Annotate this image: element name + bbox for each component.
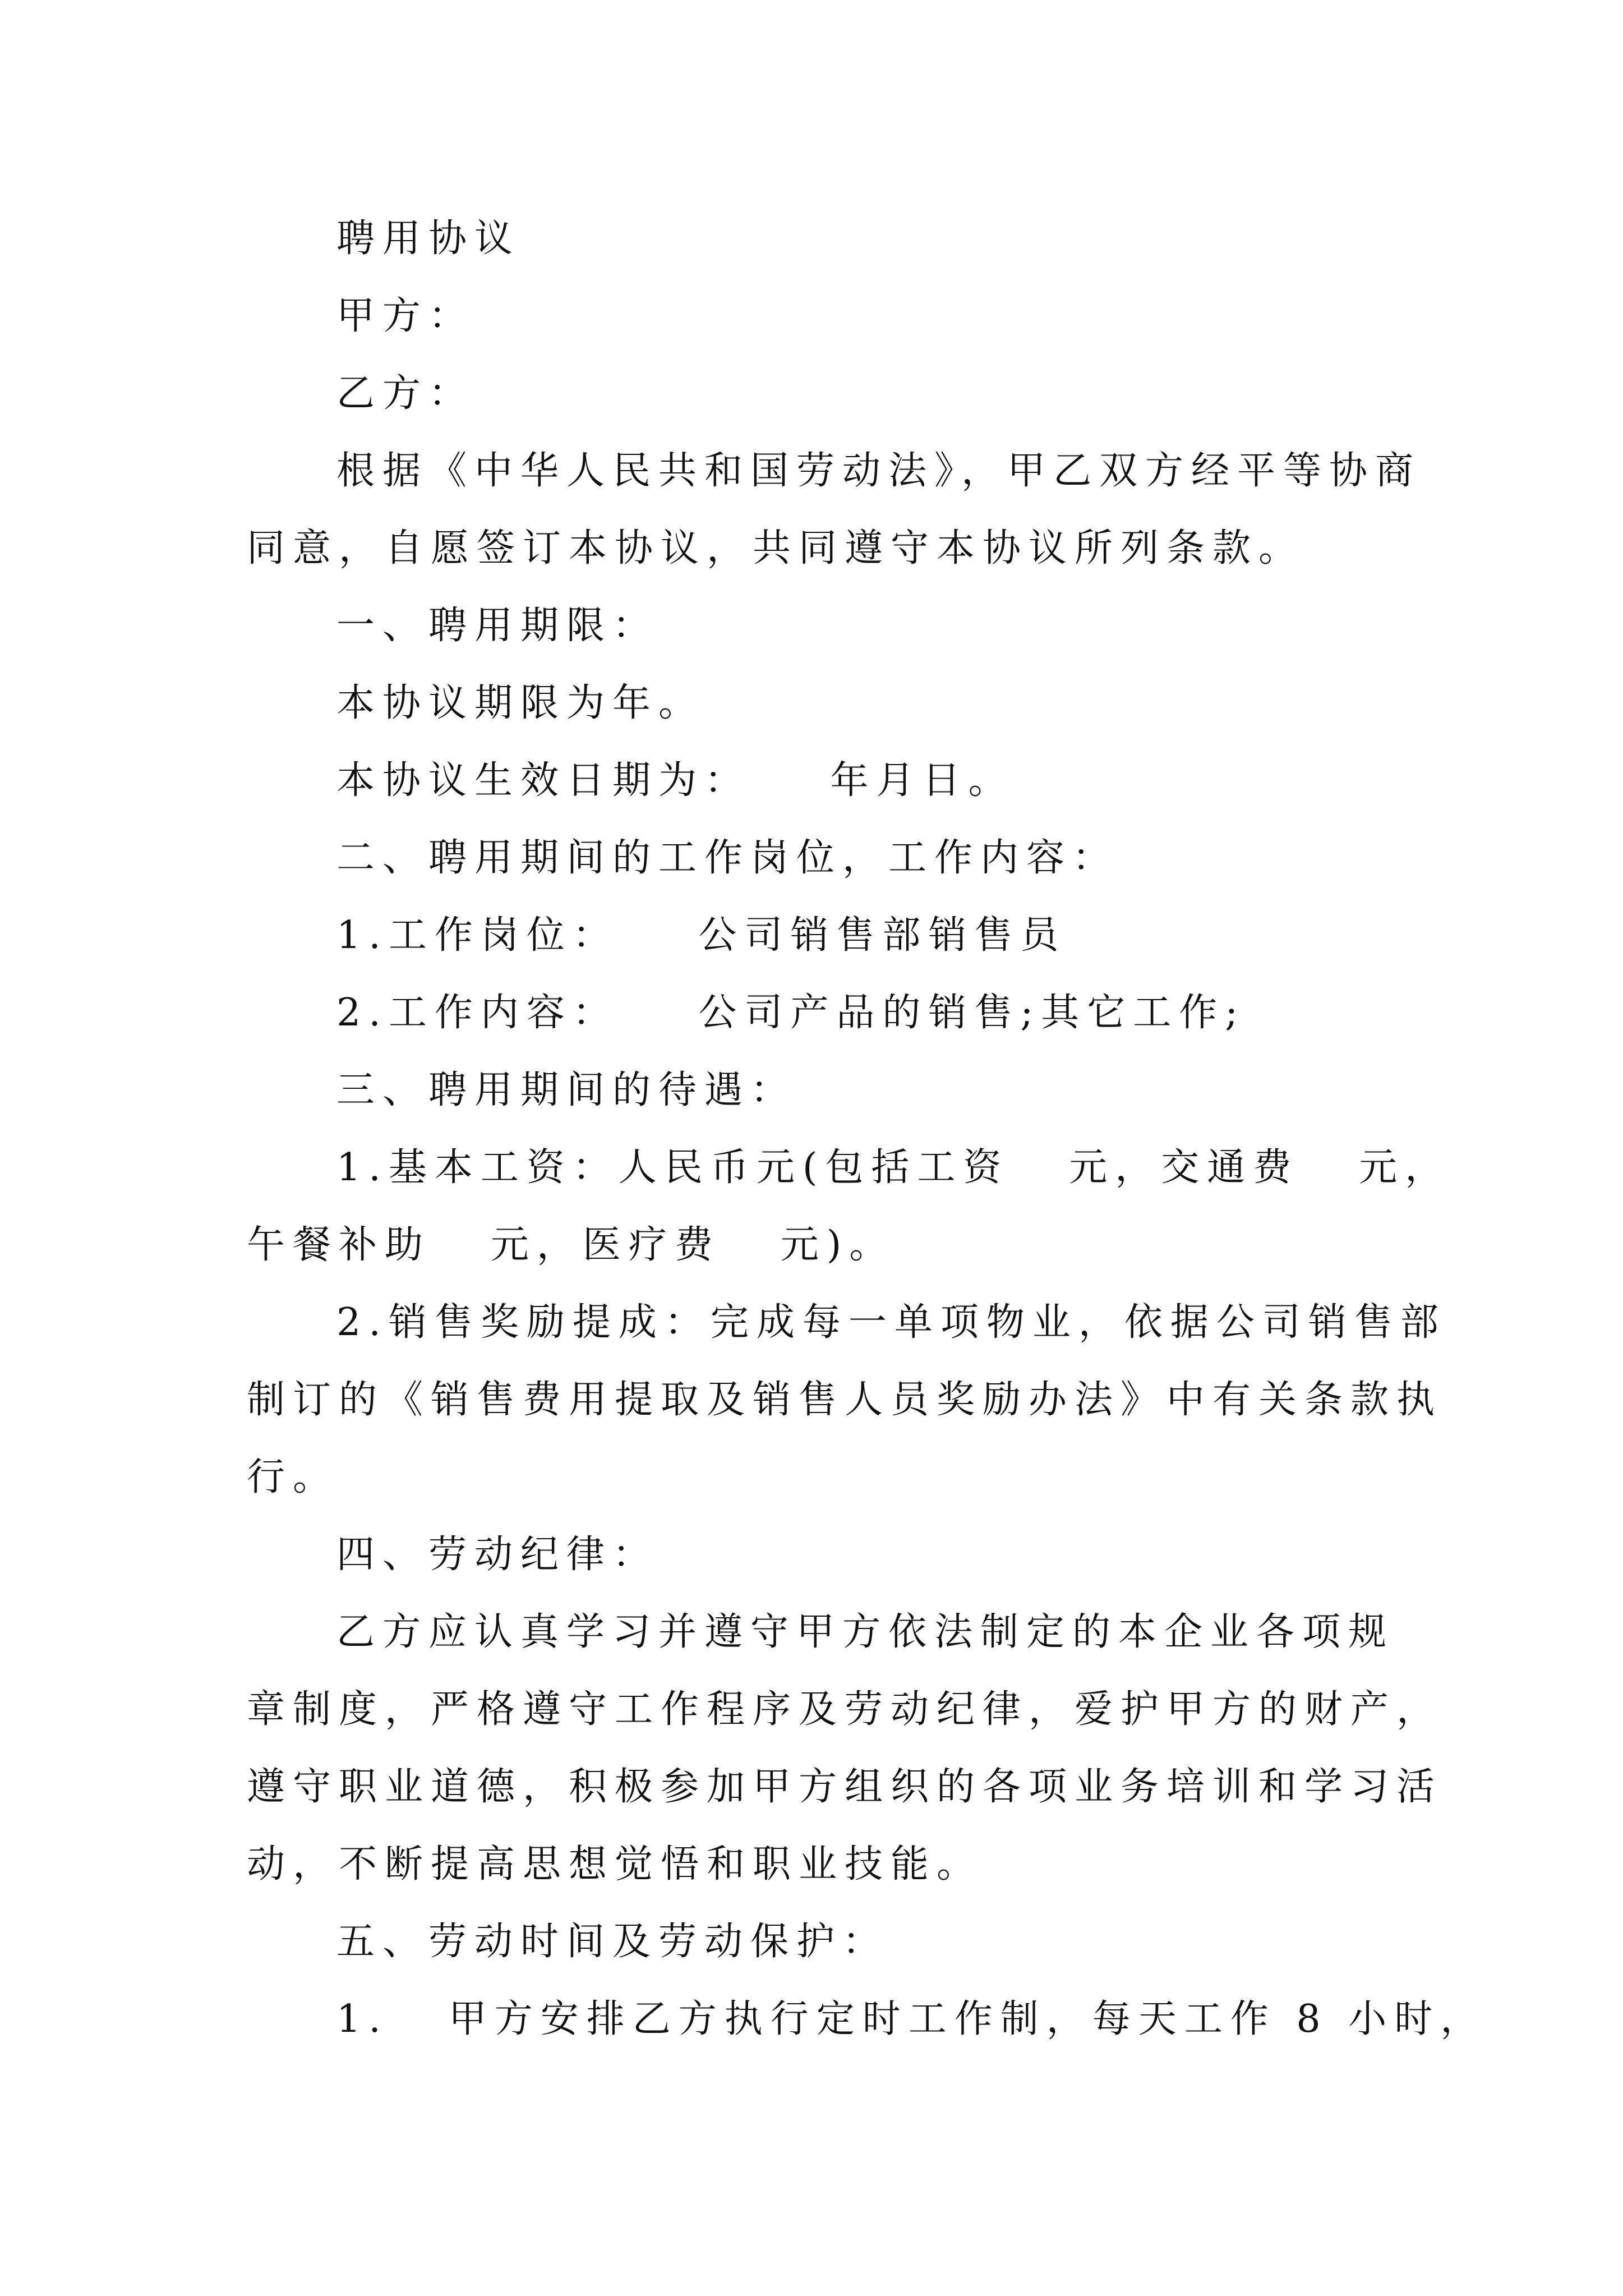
- section-heading: 二、聘用期间的工作岗位，工作内容：: [336, 836, 1119, 880]
- paragraph-line: 遵守职业道德，积极参加甲方组织的各项业务培训和学习活: [247, 1765, 1443, 1809]
- paragraph-line: 章制度，严格遵守工作程序及劳动纪律，爱护甲方的财产，: [247, 1687, 1443, 1732]
- paragraph-line: 行。: [247, 1455, 339, 1499]
- preamble-line: 根据《中华人民共和国劳动法》，甲乙双方经平等协商: [336, 449, 1422, 493]
- section-heading: 一、聘用期限：: [336, 604, 659, 648]
- party-a-label: 甲方：: [336, 294, 475, 338]
- document-title: 聘用协议: [336, 217, 521, 261]
- paragraph-line: 1.工作岗位： 公司销售部销售员: [336, 913, 1067, 958]
- paragraph-line: 1.基本工资：人民币元(包括工资 元，交通费 元，: [336, 1145, 1451, 1190]
- paragraph-line: 2.销售奖励提成：完成每一单项物业，依据公司销售部: [336, 1300, 1446, 1345]
- paragraph-line: 午餐补助 元，医疗费 元)。: [247, 1223, 896, 1267]
- section-heading: 五、劳动时间及劳动保护：: [336, 1920, 889, 1964]
- paragraph-line: 2.工作内容： 公司产品的销售;其它工作;: [336, 991, 1246, 1035]
- section-heading: 三、聘用期间的待遇：: [336, 1068, 797, 1112]
- paragraph-line: 本协议生效日期为： 年月日。: [336, 758, 1015, 803]
- paragraph-line: 动，不断提高思想觉悟和职业技能。: [247, 1842, 983, 1887]
- party-b-label: 乙方：: [336, 371, 475, 416]
- paragraph-line: 乙方应认真学习并遵守甲方依法制定的本企业各项规: [336, 1610, 1395, 1654]
- section-heading: 四、劳动纪律：: [336, 1533, 659, 1577]
- paragraph-line: 1. 甲方安排乙方执行定时工作制，每天工作 8 小时，: [336, 1997, 1487, 2041]
- paragraph-line: 本协议期限为年。: [336, 681, 705, 725]
- preamble-line: 同意，自愿签订本协议，共同遵守本协议所列条款。: [247, 526, 1305, 570]
- paragraph-line: 制订的《销售费用提取及销售人员奖励办法》中有关条款执: [247, 1378, 1443, 1422]
